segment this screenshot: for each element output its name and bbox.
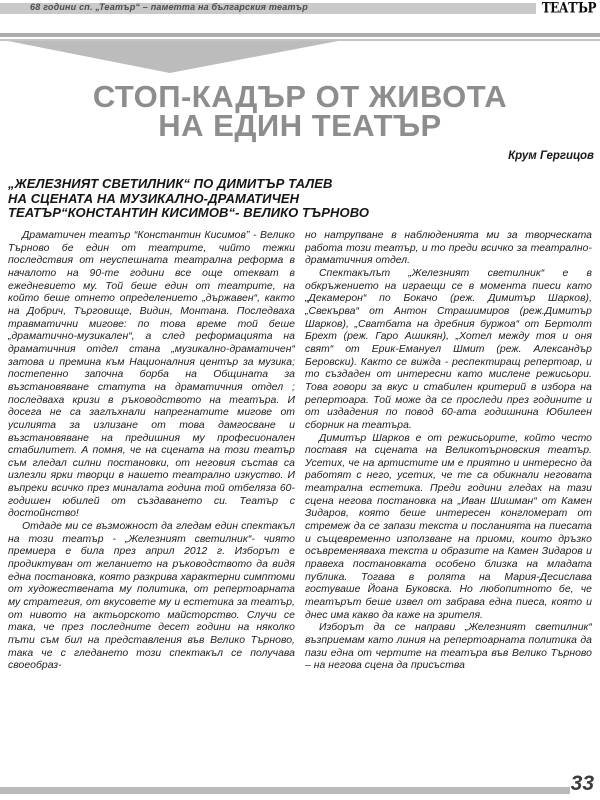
page-number: 33	[570, 772, 594, 795]
header-banner-text: 68 години сп. „Театър“ – паметта на българския театър	[30, 2, 308, 12]
paragraph: Отдаде ми се възможност да гледам един спектакъл на този театър - „Железният светилник“- чиято премиера е била през април 2012 г. Изборът е продиктуван от желанието на ръководството да видя една постановка, която разкрива характерни симптоми от художествената му политика, от репертоарната му стратегия, от вкусовете му и естетика за театър, от нивото на актьорското майсторство. Случи се така, че през последните десет години на няколко пъти съм бил на представления във Велико Търново, така че с гледането този спектакъл се получава своеобраз-	[8, 521, 295, 672]
author-byline: Крум Гергицов	[508, 150, 594, 162]
subtitle-line2: НА СЦЕНАТА НА МУЗИКАЛНО-ДРАМАТИЧЕН	[8, 190, 300, 206]
left-column	[8, 230, 295, 764]
paragraph-continuation: но натрупване в наблюденията ми за творческата работа този театър, и то преди всичко за театрално-драматичния отдел.	[305, 230, 592, 267]
magazine-logo: ТЕАТЪР	[541, 0, 596, 17]
header-banner	[0, 3, 536, 14]
divider-rule-thin	[0, 39, 600, 41]
paragraph: Драматичен театър “Константин Кисимов” - Велико Търново бе един от театрите, чийто тежки последствия от неуспешната театрална реформа в началото на 90-те години все още отекват в ежедневието му. Той беше един от театрите, на който беше отнето определението „държавен“, както на Добрич, Търговище, Видин, Монтана. Последваха травматични мигове: по това време той беше „драматично-музикален“, а след реформацията на драматичния отдел стана „музикално-драматичен“ затова и премина към Националния център за музика; постепенно започна борба на Общината за възстановяване статута на драматичния отдел ; последваха кризи в ръководството на театъра. И досега не са заглъхнали напрегнатите мигове от усилията за излизане от това дамгосване и възстановяване на предишния му професионален стабилитет. А помня, че на сцената на този театър съм гледал силни постановки, от неговия състав са излезли ярки творци в нашето театрално изкуство. И въпреки всичко през миналата година той отбеляза 60-годишен юбилей от създаването си. Театър с достойнство!	[8, 230, 295, 520]
page-title-line2: НА ЕДИН ТЕАТЪР	[158, 108, 442, 143]
page-title	[0, 79, 600, 143]
footer-rule	[0, 787, 570, 794]
subtitle-line1: „ЖЕЛЕЗНИЯТ СВЕТИЛНИК“ ПО ДИМИТЪР ТАЛЕВ	[8, 176, 333, 191]
page-title-line1: СТОП-КАДЪР ОТ ЖИВОТА	[92, 79, 508, 114]
right-column	[305, 230, 592, 764]
subtitle-line3: ТЕАТЪР“КОНСТАНТИН КИСИМОВ“- ВЕЛИКО ТЪРНОВО	[8, 205, 370, 220]
down-arrow-ornament	[8, 41, 338, 73]
paragraph: Димитър Шарков е от режисьорите, който често поставя на сцената на Великотърновския театър. Усетих, че на артистите им е приятно и интересно да работят с него, усетих, че те са обикнали неговата театрална естетика. Преди години гледах на тази сцена негова постановка на „Иван Шишман“ от Камен Зидаров, която беше интересен конгломерат от стремеж да се запази текста и посланията на пиесата и същевременно използване на приоми, които дръзко осъвременяваха текста и образите на Камен Зидаров и правеха постановката особено близка на младата публика. Тогава в ролята на Мария-Десислава гостуваше Йоана Буковска. Но любопитното бе, че театърът беше извел от забрава една пиеса, която и днес има какво да каже на зрителя.	[305, 432, 592, 621]
article-body	[8, 230, 592, 764]
divider-rule-thick	[0, 33, 600, 37]
paragraph: Спектакълът „Железният светилник“ е в обкръжението на играещи се в момента пиеси като „Декамерон“ по Бокачо (реж. Димитър Шарков), „Свекърва“ от Антон Страшимиров (реж.Димитър Шарков), „Сватбата на дребния буржоа“ от Бертолт Брехт (реж. Гаро Ашикян), „Хотел между тоя и оня свят“ от Ерик-Емануел Шмит (реж. Александър Беровски). Както се вижда - респектиращ репертоар, и то създаден от интересни като мислене режисьори. Това говори за вкус и стабилен критерий в избора на репертоара. Той може да се проследи през годините и от издадения по повод 60-ата годишнина Юбилеен сборник на театъра.	[305, 267, 592, 431]
paragraph: Изборът да се направи „Железният светилник“ възприемам като линия на репертоарната политика да пази една от чертите на театъра във Велико Търново – на негова сцена да присъства	[305, 622, 592, 672]
article-subtitle	[8, 177, 568, 221]
